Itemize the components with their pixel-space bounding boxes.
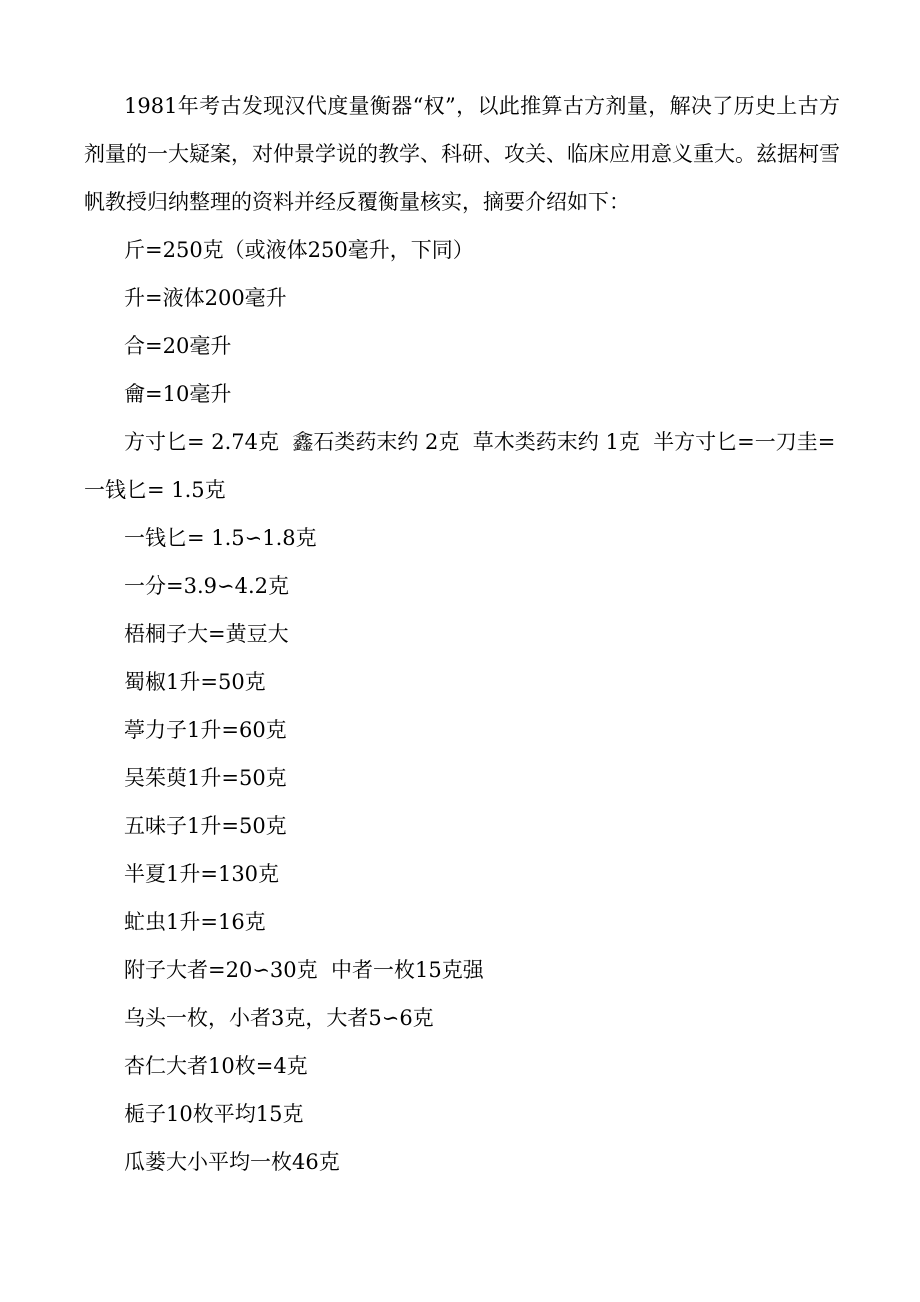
dosage-list — [84, 226, 840, 1186]
dosage-line: 瓜蒌大小平均一枚46克 — [124, 1150, 340, 1174]
dosage-line: 半夏1升=130克 — [124, 862, 280, 886]
dosage-line: 乌头一枚，小者3克，大者5∽6克 — [124, 1006, 434, 1030]
dosage-line: 五味子1升=50克 — [124, 814, 287, 838]
dosage-line: 葶力子1升=60克 — [124, 718, 287, 742]
dosage-line: 杏仁大者10枚=4克 — [124, 1054, 308, 1078]
dosage-line: 龠=10毫升 — [124, 382, 232, 406]
dosage-line: 合=20毫升 — [124, 334, 232, 358]
dosage-line: 梧桐子大=黄豆大 — [124, 622, 289, 646]
dosage-line: 虻虫1升=16克 — [124, 910, 266, 934]
intro-paragraph: 1981年考古发现汉代度量衡器“权”，以此推算古方剂量，解决了历史上古方剂量的一大疑案，对仲景学说的教学、科研、攻关、临床应用意义重大。兹据柯雪帆教授归纳整理的资料并经反覆衡量核实，摘要介绍如下： — [84, 94, 840, 214]
dosage-line: 升=液体200毫升 — [124, 286, 287, 310]
dosage-line: 方寸匕= 2.74克 鑫石类药末约 2克 草木类药末约 1克 半方寸匕=一刀圭=一钱匕= 1.5克 — [84, 430, 836, 502]
dosage-line: 栀子10枚平均15克 — [124, 1102, 304, 1126]
dosage-line: 斤=250克（或液体250毫升，下同） — [124, 238, 474, 262]
dosage-line: 吴茱萸1升=50克 — [124, 766, 287, 790]
dosage-line: 一分=3.9∽4.2克 — [124, 574, 289, 598]
dosage-line: 一钱匕= 1.5∽1.8克 — [124, 526, 317, 550]
dosage-line: 附子大者=20∽30克 中者一枚15克强 — [124, 958, 484, 982]
dosage-line: 蜀椒1升=50克 — [124, 670, 266, 694]
